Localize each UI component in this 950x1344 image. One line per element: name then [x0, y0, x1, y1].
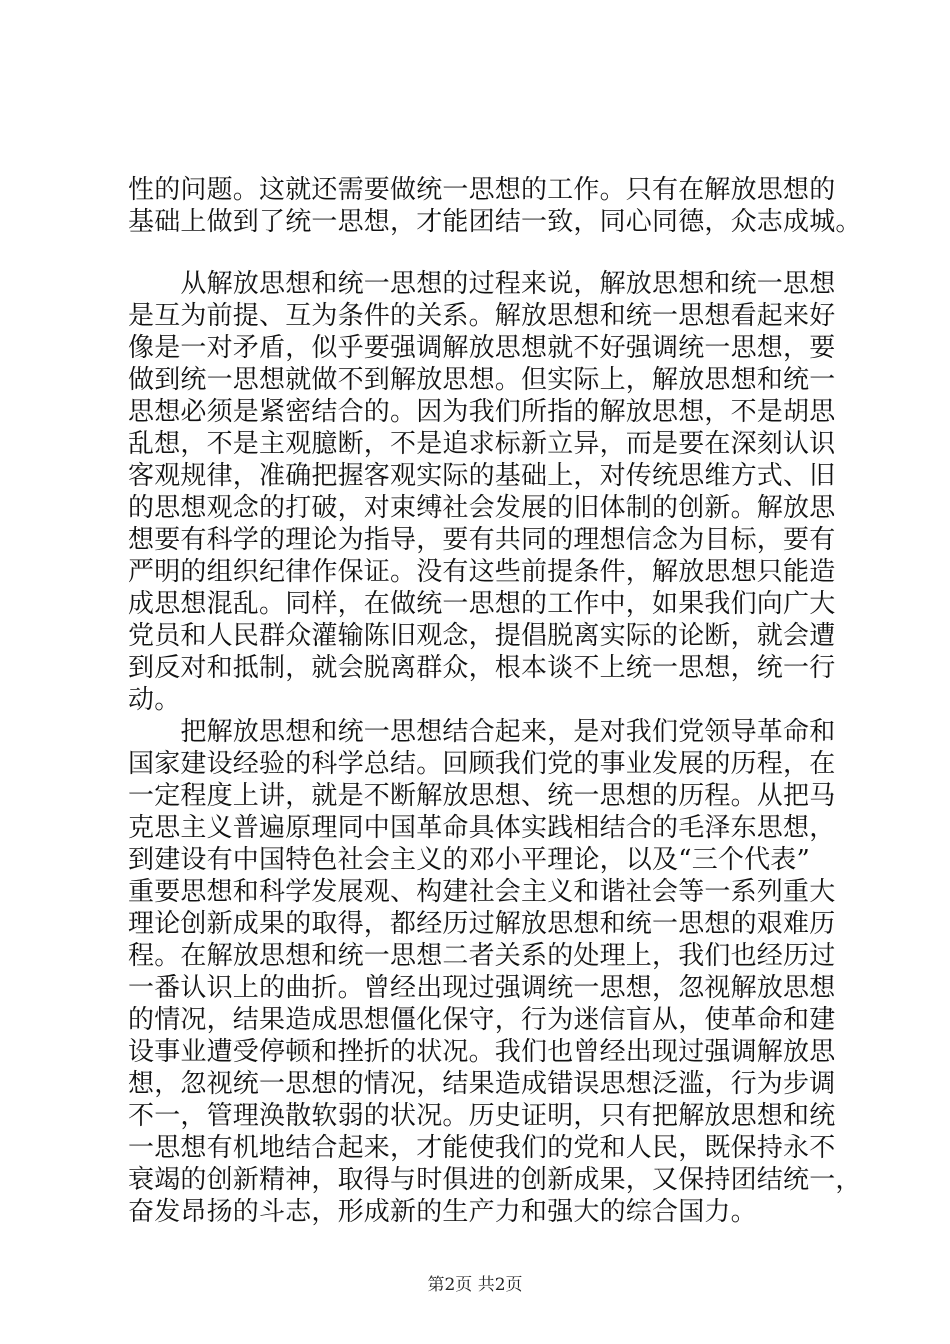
text-line: 想要有科学的理论为指导，要有共同的理想信念为目标，要有	[128, 525, 836, 555]
text-line: 从解放思想和统一思想的过程来说，解放思想和统一思想	[128, 269, 836, 299]
text-line: 是互为前提、互为条件的关系。解放思想和统一思想看起来好	[128, 301, 836, 331]
text-line: 像是一对矛盾，似乎要强调解放思想就不好强调统一思想，要	[128, 333, 836, 363]
text-line: 到建设有中国特色社会主义的邓小平理论，以及“三个代表”	[128, 845, 810, 875]
text-line: 性的问题。这就还需要做统一思想的工作。只有在解放思想的	[128, 175, 836, 205]
text-line: 动。	[128, 685, 181, 715]
text-line: 一思想有机地结合起来，才能使我们的党和人民，既保持永不	[128, 1133, 836, 1163]
text-line: 的情况，结果造成思想僵化保守，行为迷信盲从，使革命和建	[128, 1005, 836, 1035]
text-line: 基础上做到了统一思想，才能团结一致，同心同德，众志成城。	[128, 207, 862, 237]
text-line: 奋发昂扬的斗志，形成新的生产力和强大的综合国力。	[128, 1197, 757, 1227]
text-line: 衰竭的创新精神，取得与时俱进的创新成果，又保持团结统一，	[128, 1165, 862, 1195]
text-line: 做到统一思想就做不到解放思想。但实际上，解放思想和统一	[128, 365, 836, 395]
text-line: 设事业遭受停顿和挫折的状况。我们也曾经出现过强调解放思	[128, 1037, 836, 1067]
text-line: 乱想，不是主观臆断，不是追求标新立异，而是要在深刻认识	[128, 429, 836, 459]
page-footer: 第2页 共2页	[427, 1275, 523, 1295]
text-line: 重要思想和科学发展观、构建社会主义和谐社会等一系列重大	[128, 877, 836, 907]
text-line: 到反对和抵制，就会脱离群众，根本谈不上统一思想，统一行	[128, 653, 836, 683]
text-line: 党员和人民群众灌输陈旧观念，提倡脱离实际的论断，就会遭	[128, 621, 836, 651]
text-line: 成思想混乱。同样，在做统一思想的工作中，如果我们向广大	[128, 589, 836, 619]
text-line: 国家建设经验的科学总结。回顾我们党的事业发展的历程，在	[128, 749, 836, 779]
text-line: 客观规律，准确把握客观实际的基础上，对传统思维方式、旧	[128, 461, 836, 491]
text-line: 想，忽视统一思想的情况，结果造成错误思想泛滥，行为步调	[128, 1069, 836, 1099]
text-line: 严明的组织纪律作保证。没有这些前提条件，解放思想只能造	[128, 557, 836, 587]
text-line: 的思想观念的打破，对束缚社会发展的旧体制的创新。解放思	[128, 493, 836, 523]
text-line: 把解放思想和统一思想结合起来，是对我们党领导革命和	[128, 717, 836, 747]
text-line: 理论创新成果的取得，都经历过解放思想和统一思想的艰难历	[128, 909, 836, 939]
text-line: 程。在解放思想和统一思想二者关系的处理上，我们也经历过	[128, 941, 836, 971]
text-line: 一定程度上讲，就是不断解放思想、统一思想的历程。从把马	[128, 781, 836, 811]
text-line: 一番认识上的曲折。曾经出现过强调统一思想，忽视解放思想	[128, 973, 836, 1003]
text-line: 思想必须是紧密结合的。因为我们所指的解放思想，不是胡思	[128, 397, 836, 427]
text-line: 不一，管理涣散软弱的状况。历史证明，只有把解放思想和统	[128, 1101, 836, 1131]
text-line: 克思主义普遍原理同中国革命具体实践相结合的毛泽东思想，	[128, 813, 836, 843]
